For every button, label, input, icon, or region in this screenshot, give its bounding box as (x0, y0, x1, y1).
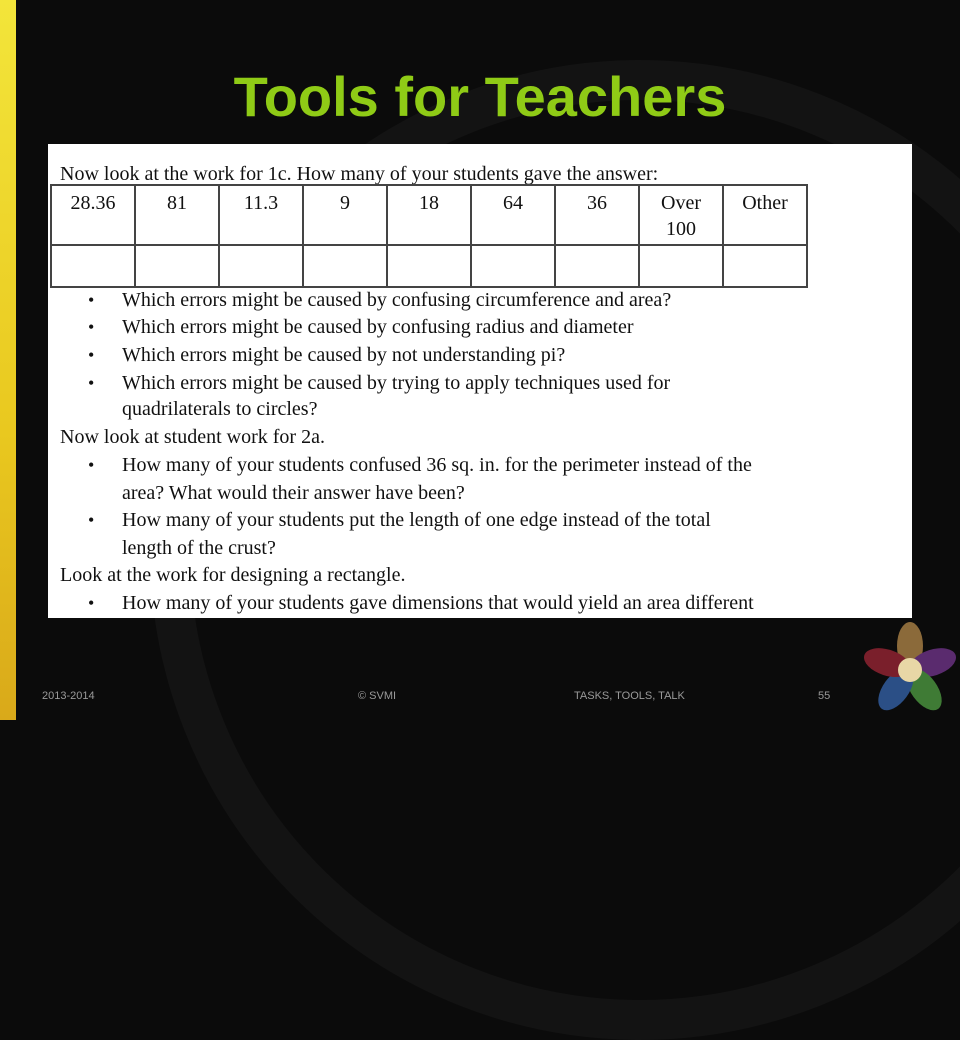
blank-cell (555, 245, 639, 287)
footer-copyright: © SVMI (358, 690, 397, 702)
bullet-text-continued: area? What would their answer have been? (122, 482, 465, 504)
blank-cell (303, 245, 387, 287)
footer-tagline: TASKS, TOOLS, TALK (574, 690, 685, 702)
bullet-text: How many of your students put the length of one edge instead of the total (122, 509, 711, 531)
footer-year: 2013-2014 (42, 690, 95, 702)
section-2a-heading: Now look at student work for 2a. (60, 426, 325, 448)
slide-title: Tools for Teachers (233, 65, 727, 128)
document-image (48, 144, 912, 618)
bullet-text: Which errors might be caused by not understanding pi? (122, 344, 566, 366)
blank-cell (135, 245, 219, 287)
answer-cell: 18 (387, 185, 471, 245)
answer-cell: 81 (135, 185, 219, 245)
bullet-text: Which errors might be caused by trying to apply techniques used for (122, 372, 671, 394)
blank-cell (471, 245, 555, 287)
blank-cell (723, 245, 807, 287)
section-rectangle-heading: Look at the work for designing a rectangle. (60, 564, 406, 586)
blank-cell (219, 245, 303, 287)
bullet-dot: • (88, 290, 95, 310)
blank-cell (387, 245, 471, 287)
answer-cell: Other (723, 185, 807, 245)
intro-line: Now look at the work for 1c. How many of your students gave the answer: (60, 163, 659, 185)
bullet-text: How many of your students confused 36 sq. in. for the perimeter instead of the (122, 454, 752, 476)
bullet-dot: • (88, 510, 95, 530)
answers-table (50, 184, 808, 288)
bullet-dot: • (88, 345, 95, 365)
answer-cell: 11.3 (219, 185, 303, 245)
answer-over-label: Over (661, 192, 701, 214)
answer-over-value: 100 (666, 218, 696, 240)
bullet-text: Which errors might be caused by confusing radius and diameter (122, 316, 634, 338)
blank-cell (639, 245, 723, 287)
bullet-dot: • (88, 593, 95, 613)
answer-cell-over (639, 185, 723, 245)
footer-page-number: 55 (818, 690, 831, 702)
bullet-text-continued: length of the crust? (122, 537, 276, 559)
svmi-flower-logo-icon (862, 622, 958, 718)
answer-cell: 36 (555, 185, 639, 245)
bullet-text: How many of your students gave dimensions that would yield an area different (122, 592, 754, 614)
logo-center-icon (898, 658, 922, 682)
answer-cell: 9 (303, 185, 387, 245)
bullet-dot: • (88, 317, 95, 337)
answer-cell: 64 (471, 185, 555, 245)
bullet-text-continued: quadrilaterals to circles? (122, 398, 318, 420)
bullet-dot: • (88, 455, 95, 475)
blank-cell (51, 245, 135, 287)
bullet-dot: • (88, 373, 95, 393)
answer-cell: 28.36 (51, 185, 135, 245)
bullet-text: Which errors might be caused by confusing circumference and area? (122, 289, 672, 311)
